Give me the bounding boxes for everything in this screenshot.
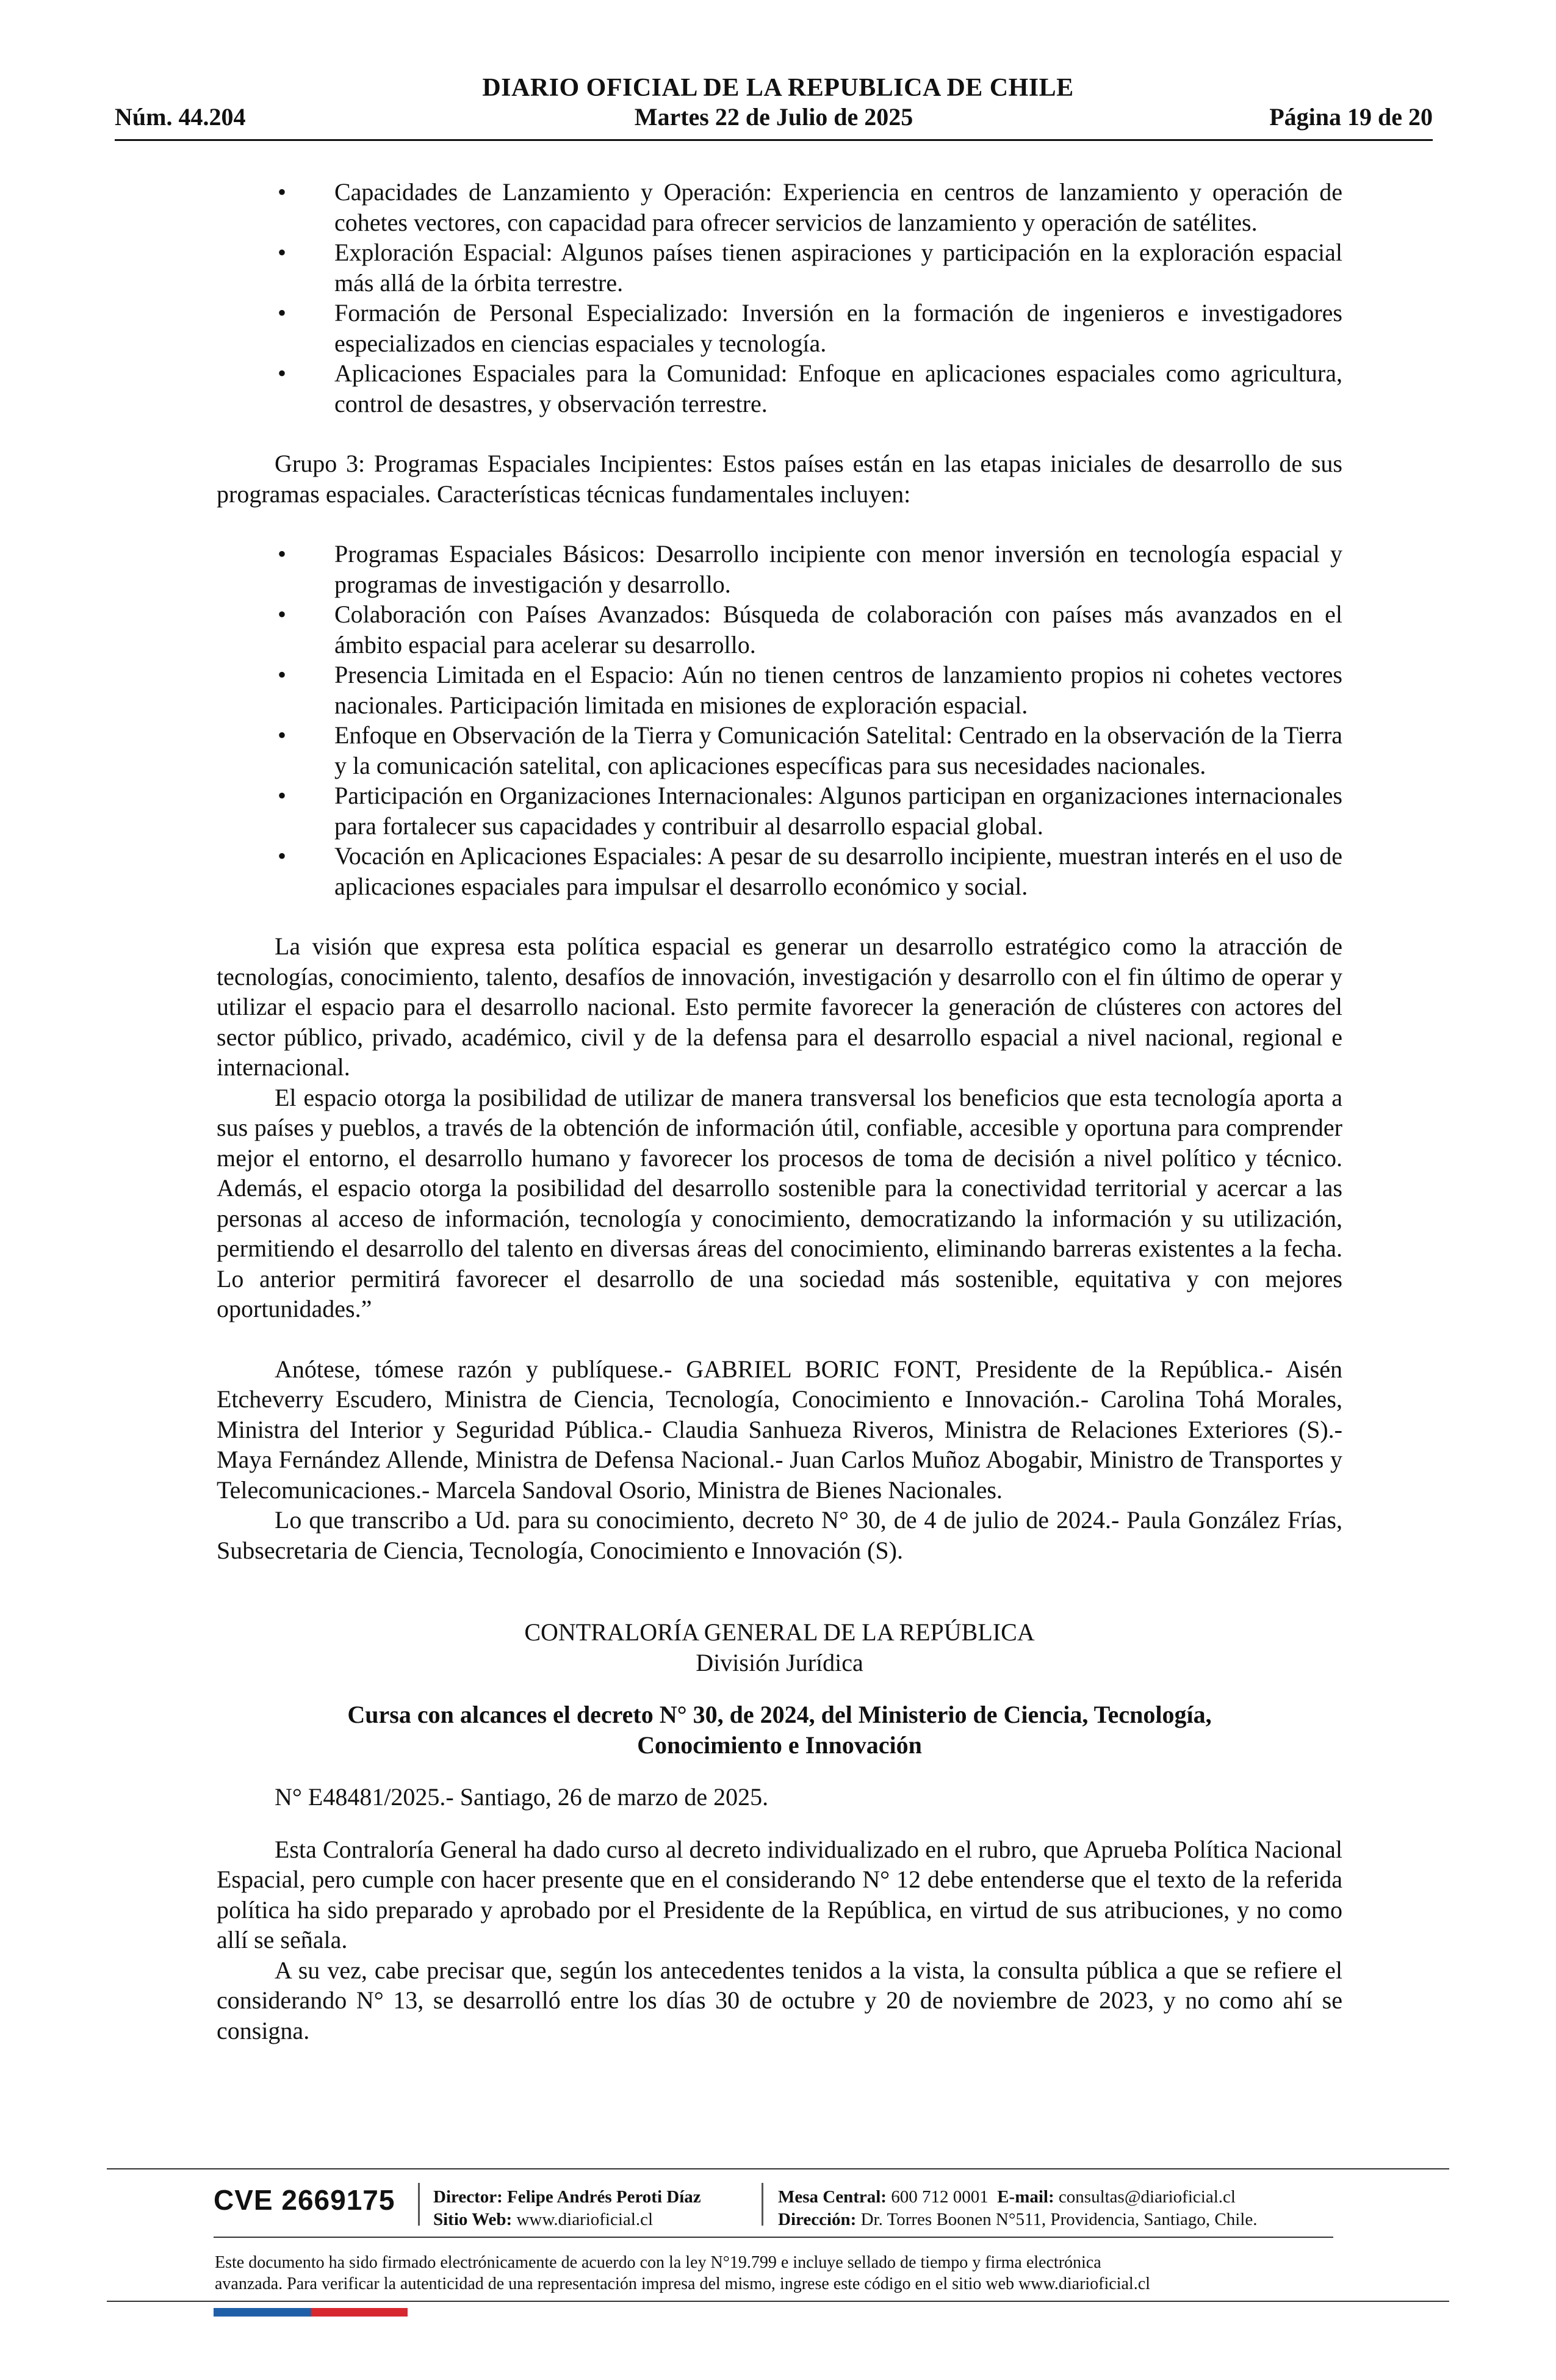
site-label: Sitio Web:: [433, 2210, 513, 2229]
phone-label: Mesa Central:: [778, 2187, 887, 2207]
transcription-paragraph: Lo que transcribo a Ud. para su conocimiento, decreto N° 30, de 4 de julio de 2024.- Paula González Frías, Subsecretaria de Ciencia, Tecnología, Conocimiento e Innovación (S).: [217, 1506, 1342, 1564]
bullet-icon: •: [278, 178, 287, 206]
page-number: Página 19 de 20: [1269, 103, 1433, 131]
email-label: E-mail:: [997, 2187, 1054, 2207]
bullet-icon: •: [278, 540, 287, 568]
contraloria-division: División Jurídica: [696, 1648, 863, 1676]
footer-separator: [762, 2183, 763, 2226]
flag-blue-segment: [214, 2308, 311, 2317]
ruling-title-line2: Conocimiento e Innovación: [637, 1731, 922, 1759]
bullet-icon: •: [278, 600, 287, 628]
list-item: • Exploración Espacial: Algunos países tienen aspiraciones y participación en la exploración espacial más allá de la órbita terrestre.: [278, 239, 1342, 297]
bullet-icon: •: [278, 842, 287, 870]
address-label: Dirección:: [778, 2210, 857, 2229]
footer-divider-mid: [214, 2237, 1333, 2238]
list-item: • Presencia Limitada en el Espacio: Aún no tienen centros de lanzamiento propios ni cohetes vectores nacionales. Participación limitada en misiones de exploración espacial.: [278, 661, 1342, 719]
bullet-icon: •: [278, 359, 287, 387]
address-value: Dr. Torres Boonen N°511, Providencia, Santiago, Chile.: [860, 2210, 1258, 2229]
footer-director-block: [433, 2186, 701, 2231]
footer-legal-notice: [215, 2252, 1338, 2295]
list-item: • Aplicaciones Espaciales para la Comunidad: Enfoque en aplicaciones espaciales como agricultura, control de desastres, y observación terrestre.: [278, 359, 1342, 417]
footer-contact-block: [778, 2186, 1257, 2231]
vision-paragraph: La visión que expresa esta política espacial es generar un desarrollo estratégico como la atracción de tecnologías, conocimiento, talento, desafíos de innovación, investigación y desarrollo con el fin último de operar y utilizar el espacio para el desarrollo nacional. Esto permite favorecer la generación de clústeres con actores del sector público, privado, académico, civil y de la defensa para el desarrollo espacial a nivel nacional, regional e internacional.: [217, 932, 1342, 1081]
site-link[interactable]: www.diarioficial.cl: [516, 2210, 654, 2229]
email-link[interactable]: consultas@diarioficial.cl: [1058, 2187, 1236, 2207]
newspaper-title: DIARIO OFICIAL DE LA REPUBLICA DE CHILE: [482, 74, 1074, 102]
header-row: [115, 103, 1433, 137]
bullet-icon: •: [278, 299, 287, 326]
cve-code: CVE 2669175: [214, 2184, 395, 2216]
signatures-paragraph: Anótese, tómese razón y publíquese.- GABRIEL BORIC FONT, Presidente de la República.- Aisén Etcheverry Escudero, Ministra de Ciencia, Tecnología, Conocimiento e Innovación.- Carolina Tohá Morales, Ministra del Interior y Seguridad Pública.- Claudia Sanhueza Riveros, Ministra de Relaciones Exteriores (S).- Maya Fernández Allende, Ministra de Defensa Nacional.- Juan Carlos Muñoz Abogabir, Ministro de Transportes y Telecomunicaciones.- Marcela Sandoval Osorio, Ministra de Bienes Nacionales.: [217, 1355, 1342, 1504]
header-divider: [115, 139, 1433, 141]
group3-intro-paragraph: Grupo 3: Programas Espaciales Incipientes: Estos países están en las etapas iniciales de desarrollo de sus programas espaciales. Características técnicas fundamentales incluyen:: [217, 450, 1342, 508]
bullet-icon: •: [278, 782, 287, 809]
list-item: • Vocación en Aplicaciones Espaciales: A pesar de su desarrollo incipiente, muestran interés en el uso de aplicaciones espaciales para impulsar el desarrollo económico y social.: [278, 842, 1342, 900]
issue-number: Núm. 44.204: [115, 103, 246, 131]
list-item: • Capacidades de Lanzamiento y Operación: Experiencia en centros de lanzamiento y operación de cohetes vectores, con capacidad para ofrecer servicios de lanzamiento y operación de satélites.: [278, 178, 1342, 236]
legal-line: avanzada. Para verificar la autenticidad de una representación impresa del mismo, ingrese este código en el sitio web www.diarioficial.cl: [215, 2274, 1150, 2293]
flag-color-bar: [214, 2308, 408, 2317]
bullet-icon: •: [278, 721, 287, 749]
bullet-icon: •: [278, 239, 287, 266]
footer-separator: [418, 2183, 420, 2226]
list-item: • Colaboración con Países Avanzados: Búsqueda de colaboración con países más avanzados en el ámbito espacial para acelerar su desarrollo.: [278, 600, 1342, 658]
list-item: • Formación de Personal Especializado: Inversión en la formación de ingenieros e investigadores especializados en ciencias espaciales y tecnología.: [278, 299, 1342, 357]
group2-bullet-list: [217, 177, 1342, 419]
flag-red-segment: [311, 2308, 408, 2317]
footer-divider-top: [107, 2168, 1449, 2169]
list-item: • Participación en Organizaciones Internacionales: Algunos participan en organizaciones internacionales para fortalecer sus capacidades y contribuir al desarrollo espacial global.: [278, 782, 1342, 840]
list-item: • Programas Espaciales Básicos: Desarrollo incipiente con menor inversión en tecnología espacial y programas de investigación y desarrollo.: [278, 540, 1342, 598]
space-paragraph: El espacio otorga la posibilidad de utilizar de manera transversal los beneficios que esta tecnología aporta a sus países y pueblos, a través de la obtención de información útil, confiable, accesible y oportuna para comprender mejor el entorno, el desarrollo humano y favorecer los procesos de toma de decisión a nivel político y técnico. Además, el espacio otorga la posibilidad del desarrollo sostenible para la conectividad territorial y acercar a las personas al acceso de información, tecnología y conocimiento, democratizando la información y su utilización, permitiendo el desarrollo del talento en diversas áreas del conocimiento, eliminando barreras existentes a la fecha. Lo anterior permitirá favorecer el desarrollo de una sociedad más sostenible, equitativa y con mejores oportunidades.”: [217, 1083, 1342, 1322]
ruling-reference: N° E48481/2025.- Santiago, 26 de marzo de 2025.: [275, 1783, 769, 1811]
ruling-paragraph-1: Esta Contraloría General ha dado curso al decreto individualizado en el rubro, que Aprueba Política Nacional Espacial, pero cumple con hacer presente que en el considerando N° 12 debe entenderse que el texto de la referida política ha sido preparado y aprobado por el Presidente de la República, en virtud de sus atribuciones, y no como allí se señala.: [217, 1835, 1342, 1953]
contraloria-heading: CONTRALORÍA GENERAL DE LA REPÚBLICA: [524, 1618, 1035, 1646]
document-body: [217, 177, 1342, 2046]
group3-bullet-list: [217, 539, 1342, 901]
phone-value: 600 712 0001: [891, 2187, 989, 2207]
director-name: Felipe Andrés Peroti Díaz: [507, 2187, 701, 2207]
ruling-title-line1: Cursa con alcances el decreto N° 30, de 2024, del Ministerio de Ciencia, Tecnología,: [347, 1701, 1212, 1728]
issue-date: Martes 22 de Julio de 2025: [634, 103, 913, 131]
director-label: Director:: [433, 2187, 503, 2207]
footer-divider-bottom: [107, 2301, 1449, 2302]
bullet-icon: •: [278, 661, 287, 688]
list-item: • Enfoque en Observación de la Tierra y Comunicación Satelital: Centrado en la observación de la Tierra y la comunicación satelital, con aplicaciones específicas para sus necesidades nacionales.: [278, 721, 1342, 779]
ruling-paragraph-2: A su vez, cabe precisar que, según los antecedentes tenidos a la vista, la consulta pública a que se refiere el considerando N° 13, se desarrolló entre los días 30 de octubre y 20 de noviembre de 2023, y no como ahí se consigna.: [217, 1956, 1342, 2044]
legal-line: Este documento ha sido firmado electrónicamente de acuerdo con la ley N°19.799 e incluye sellado de tiempo y firma electrónica: [215, 2253, 1101, 2272]
